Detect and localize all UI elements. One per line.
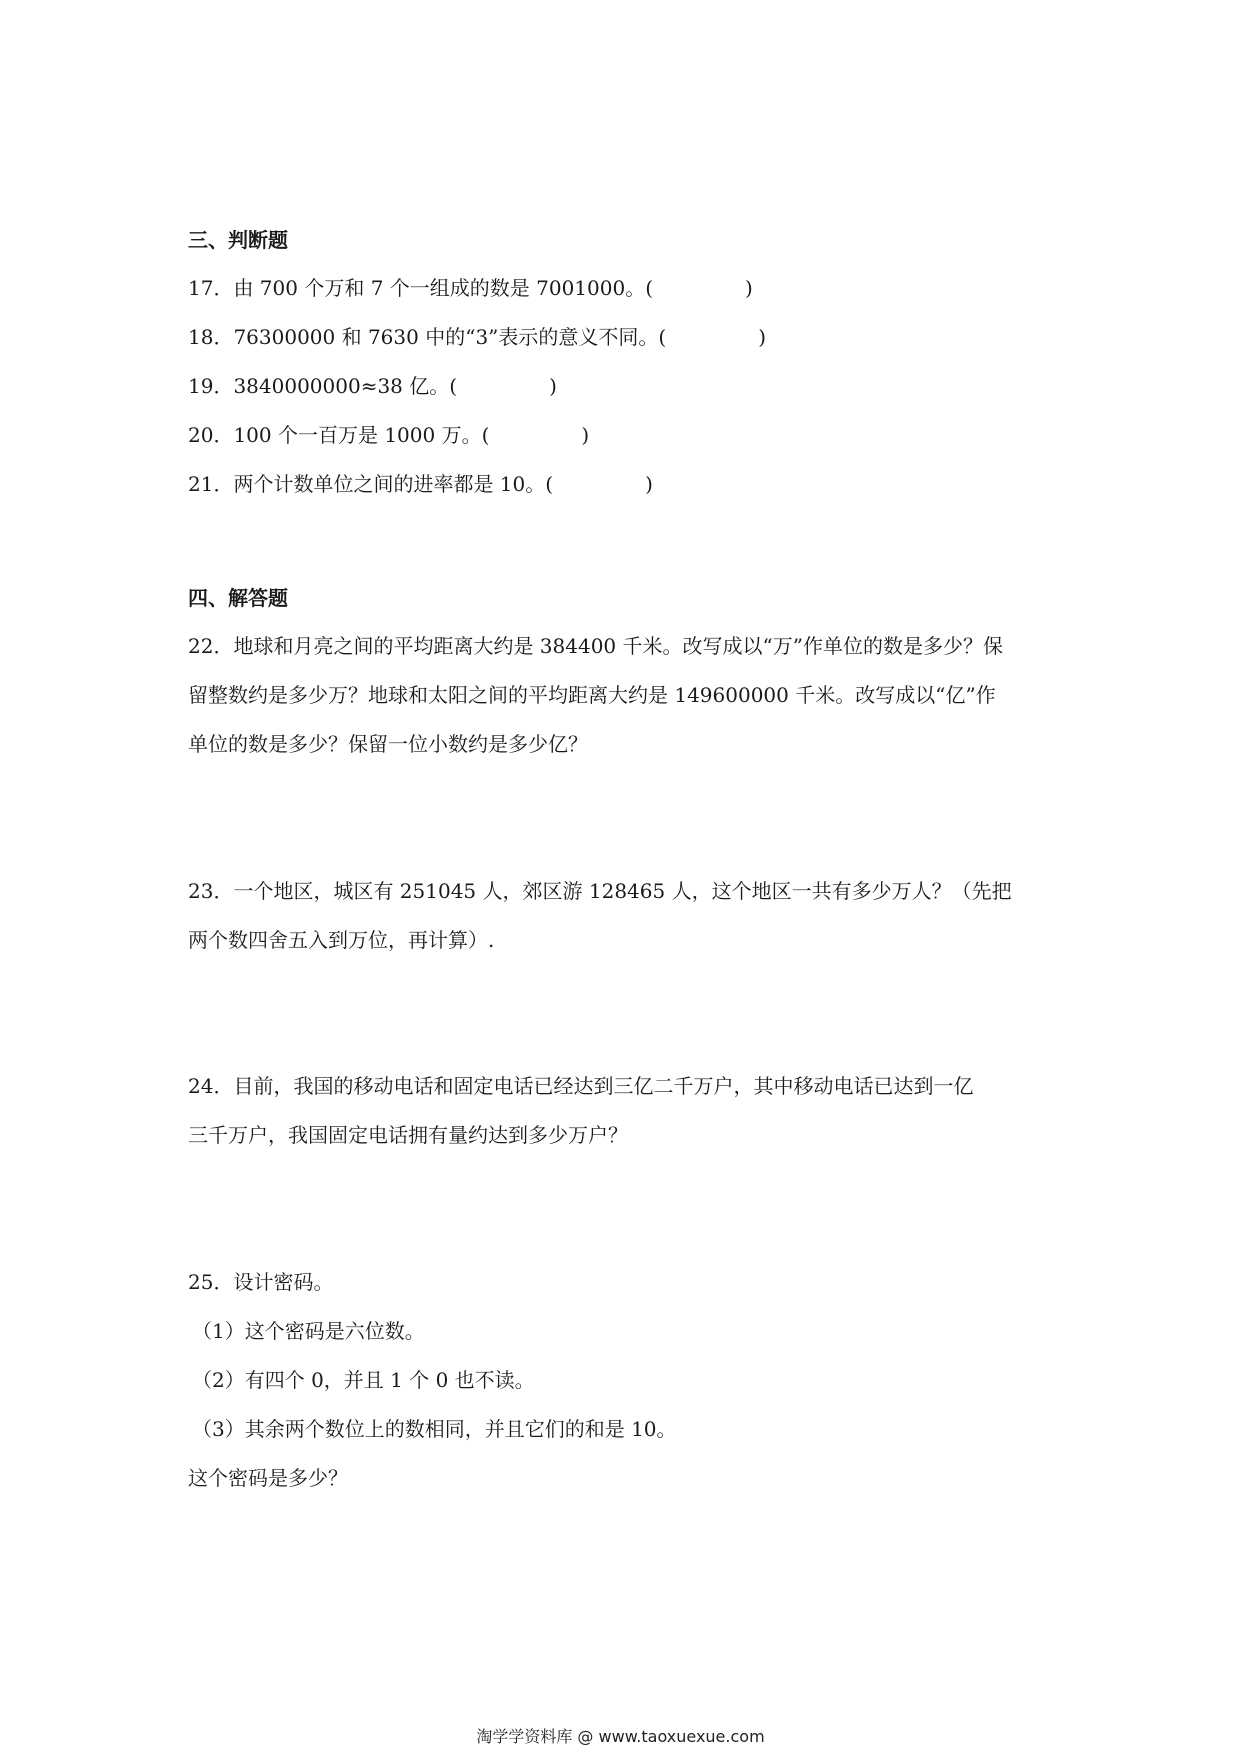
close-paren: ): [645, 472, 653, 496]
question-25-condition-1: （1）这个密码是六位数。: [192, 1319, 425, 1343]
close-paren: ): [758, 325, 767, 349]
section-heading-answer: 四、解答题: [188, 586, 288, 610]
question-24-line-1: 24．目前，我国的移动电话和固定电话已经达到三亿二千万户，其中移动电话已达到一亿: [188, 1074, 974, 1098]
question-25-condition-3: （3）其余两个数位上的数相同，并且它们的和是 10。: [192, 1417, 677, 1441]
question-25-condition-2: （2）有四个 0，并且 1 个 0 也不读。: [192, 1368, 535, 1392]
question-text: 20．100 个一百万是 1000 万。(: [188, 423, 490, 447]
close-paren: ): [581, 423, 590, 447]
close-paren: ): [549, 374, 557, 398]
question-text: 19．3840000000≈38 亿。(: [188, 374, 458, 398]
question-18: [188, 323, 766, 351]
question-22-line-3: 单位的数是多少？保留一位小数约是多少亿？: [188, 732, 588, 756]
question-23-line-1: 23．一个地区，城区有 251045 人，郊区游 128465 人，这个地区一共有多少万人？（先把: [188, 879, 1012, 903]
question-23-line-2: 两个数四舍五入到万位，再计算）.: [188, 928, 495, 952]
question-24-line-2: 三千万户，我国固定电话拥有量约达到多少万户？: [188, 1123, 628, 1147]
close-paren: ): [745, 276, 753, 300]
question-25-title: 25．设计密码。: [188, 1270, 334, 1294]
question-22-line-1: 22．地球和月亮之间的平均距离大约是 384400 千米。改写成以“万”作单位的数是多少？保: [188, 634, 1003, 658]
question-text: 18．76300000 和 7630 中的“3”表示的意义不同。(: [188, 325, 667, 349]
question-17: [188, 274, 753, 302]
section-heading-judgment: 三、判断题: [188, 228, 288, 252]
question-20: [188, 421, 589, 449]
question-text: 17．由 700 个万和 7 个一组成的数是 7001000。(: [188, 276, 654, 300]
question-21: [188, 470, 653, 498]
question-19: [188, 372, 557, 400]
question-text: 21．两个计数单位之间的进率都是 10。(: [188, 472, 554, 496]
footer-watermark: 淘学学资料库 @ www.taoxuexue.com: [476, 1727, 765, 1746]
question-22-line-2: 留整数约是多少万？地球和太阳之间的平均距离大约是 149600000 千米。改写成以“亿”作: [188, 683, 996, 707]
question-25-question: 这个密码是多少？: [188, 1466, 348, 1490]
